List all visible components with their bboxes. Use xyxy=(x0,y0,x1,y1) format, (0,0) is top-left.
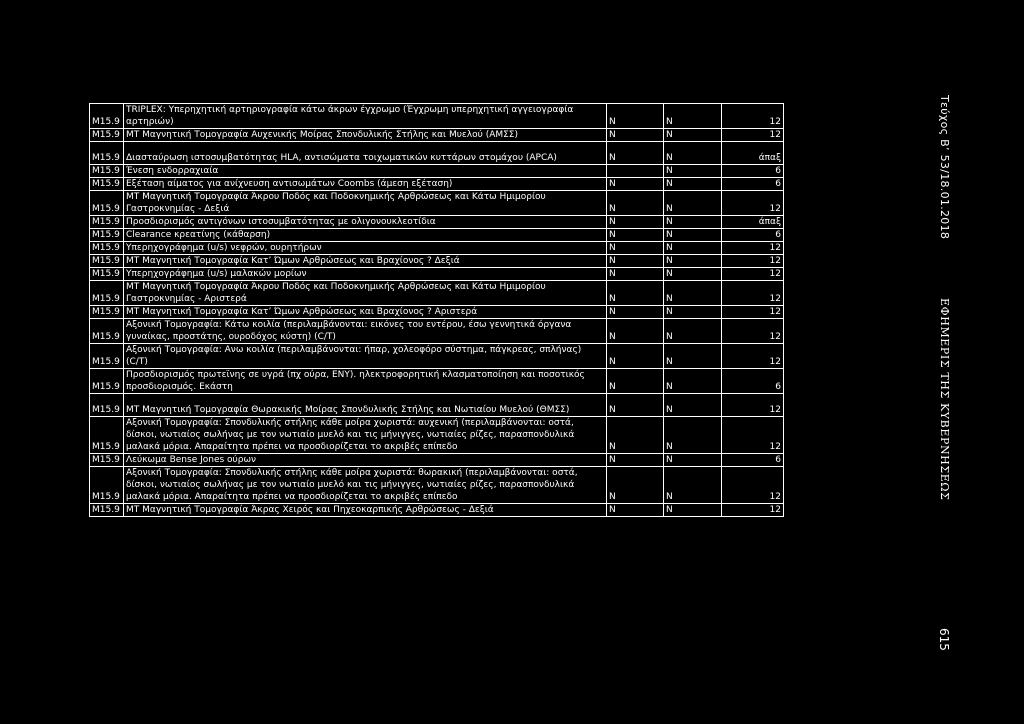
flag-a-cell: Ν xyxy=(607,394,664,417)
flag-a-cell: Ν xyxy=(607,229,664,242)
table-row xyxy=(90,242,784,255)
flag-b-cell: Ν xyxy=(664,394,722,417)
limit-cell: 12 xyxy=(722,104,784,129)
table-row xyxy=(90,306,784,319)
flag-a-cell: Ν xyxy=(607,191,664,216)
code-cell: Μ15.9 xyxy=(90,216,124,229)
description-cell: Ένεση ενδορραχιαία xyxy=(124,165,607,178)
flag-a-cell: Ν xyxy=(607,142,664,165)
table-row xyxy=(90,191,784,216)
flag-a-cell: Ν xyxy=(607,281,664,306)
flag-b-cell: Ν xyxy=(664,178,722,191)
flag-b-cell: Ν xyxy=(664,104,722,129)
flag-a-cell: Ν xyxy=(607,319,664,344)
code-cell: Μ15.9 xyxy=(90,369,124,394)
issue-header: Τεύχος Β’ 53/18.01.2018 xyxy=(938,95,951,240)
flag-a-cell: Ν xyxy=(607,344,664,369)
table-row xyxy=(90,129,784,142)
flag-b-cell: Ν xyxy=(664,268,722,281)
description-cell: Λεύκωμα Bense Jones ούρων xyxy=(124,454,607,467)
description-cell: ΜΤ Μαγνητική Τομογραφία Άκρας Χειρός και Πηχεοκαρπικής Αρθρώσεως - Δεξιά xyxy=(124,504,607,517)
description-cell: ΜΤ Μαγνητική Τομογραφία Άκρου Ποδός και Ποδοκνημικής Αρθρώσεως και Κάτω Ημιμορίου Γαστροκνημίας - Αριστερά xyxy=(124,281,607,306)
table-row xyxy=(90,229,784,242)
code-cell: Μ15.9 xyxy=(90,142,124,165)
description-cell: Υπερηχογράφημα (u/s) νεφρών, ουρητήρων xyxy=(124,242,607,255)
flag-b-cell: Ν xyxy=(664,454,722,467)
code-cell: Μ15.9 xyxy=(90,417,124,454)
description-cell: Clearance κρεατίνης (κάθαρση) xyxy=(124,229,607,242)
code-cell: Μ15.9 xyxy=(90,229,124,242)
limit-cell: 12 xyxy=(722,467,784,504)
gazette-title: ΕΦΗΜΕΡΙΣ ΤΗΣ ΚΥΒΕΡΝΗΣΕΩΣ xyxy=(938,298,951,501)
table-row xyxy=(90,319,784,344)
limit-cell: 12 xyxy=(722,306,784,319)
description-cell: ΜΤ Μαγνητική Τομογραφία Άκρου Ποδός και Ποδοκνημικής Αρθρώσεως και Κάτω Ημιμορίου Γαστροκνημίας - Δεξιά xyxy=(124,191,607,216)
limit-cell: 6 xyxy=(722,229,784,242)
description-cell: Διασταύρωση ιστοσυμβατότητας HLA, αντισώματα τοιχωματικών κυττάρων στομάχου (APCA) xyxy=(124,142,607,165)
description-cell: ΜΤ Μαγνητική Τομογραφία Κατ’ Ώμων Αρθρώσεως και Βραχίονος ? Δεξιά xyxy=(124,255,607,268)
flag-a-cell: Ν xyxy=(607,268,664,281)
table-row xyxy=(90,255,784,268)
limit-cell: 6 xyxy=(722,454,784,467)
limit-cell: 12 xyxy=(722,417,784,454)
flag-b-cell: Ν xyxy=(664,242,722,255)
limit-cell: 12 xyxy=(722,255,784,268)
limit-cell: 12 xyxy=(722,191,784,216)
description-cell: Αξονική Τομογραφία: Σπονδυλικής στήλης κάθε μοίρα χωριστά: αυχενική (περιλαμβάνονται: οστά, δίσκοι, νωτιαίος σωλήνας με τον νωτιαίο μυελό και τις μήνιγγες, νωτιαίες ρίζες, παρασπονδυλικά μαλακά μόρια. Απαραίτητα πρέπει να προσδιορίζεται το ακριβές επίπεδο xyxy=(124,417,607,454)
flag-a-cell: Ν xyxy=(607,454,664,467)
code-cell: Μ15.9 xyxy=(90,104,124,129)
flag-b-cell: Ν xyxy=(664,344,722,369)
code-cell: Μ15.9 xyxy=(90,165,124,178)
description-cell: ΜΤ Μαγνητική Τομογραφία Αυχενικής Μοίρας Σπονδυλικής Στήλης και Μυελού (ΑΜΣΣ) xyxy=(124,129,607,142)
flag-a-cell: Ν xyxy=(607,467,664,504)
code-cell: Μ15.9 xyxy=(90,467,124,504)
table-row xyxy=(90,369,784,394)
flag-a-cell: Ν xyxy=(607,417,664,454)
flag-b-cell: Ν xyxy=(664,129,722,142)
flag-b-cell: Ν xyxy=(664,255,722,268)
limit-cell: άπαξ xyxy=(722,216,784,229)
flag-a-cell: Ν xyxy=(607,216,664,229)
flag-b-cell: Ν xyxy=(664,142,722,165)
table-row xyxy=(90,178,784,191)
table-row xyxy=(90,165,784,178)
description-cell: ΜΤ Μαγνητική Τομογραφία Κατ’ Ώμων Αρθρώσεως και Βραχίονος ? Αριστερά xyxy=(124,306,607,319)
code-cell: Μ15.9 xyxy=(90,268,124,281)
code-cell: Μ15.9 xyxy=(90,344,124,369)
flag-a-cell: Ν xyxy=(607,255,664,268)
flag-a-cell: Ν xyxy=(607,242,664,255)
flag-b-cell: Ν xyxy=(664,319,722,344)
flag-b-cell: Ν xyxy=(664,369,722,394)
limit-cell: 12 xyxy=(722,394,784,417)
flag-a-cell: Ν xyxy=(607,504,664,517)
flag-a-cell: Ν xyxy=(607,178,664,191)
flag-b-cell: Ν xyxy=(664,417,722,454)
limit-cell: άπαξ xyxy=(722,142,784,165)
description-cell: Αξονική Τομογραφία: Κάτω κοιλία (περιλαμβάνονται: εικόνες του εντέρου, έσω γεννητικά όργανα γυναίκας, προστάτης, ουροδόχος κύστη) (C/T) xyxy=(124,319,607,344)
code-cell: Μ15.9 xyxy=(90,306,124,319)
flag-b-cell: Ν xyxy=(664,467,722,504)
limit-cell: 6 xyxy=(722,178,784,191)
flag-b-cell: Ν xyxy=(664,165,722,178)
code-cell: Μ15.9 xyxy=(90,255,124,268)
flag-a-cell: Ν xyxy=(607,306,664,319)
table-row xyxy=(90,344,784,369)
flag-b-cell: Ν xyxy=(664,191,722,216)
page-number: 615 xyxy=(937,628,951,651)
table-row xyxy=(90,467,784,504)
description-cell: Προσδιορισμός πρωτεϊνης σε υγρά (πχ ούρα, ΕΝΥ). ηλεκτροφορητική κλασματοποίηση και ποσοτικός προσδιορισμός. Εκάστη xyxy=(124,369,607,394)
flag-b-cell: Ν xyxy=(664,306,722,319)
code-cell: Μ15.9 xyxy=(90,281,124,306)
limit-cell: 12 xyxy=(722,504,784,517)
flag-a-cell: Ν xyxy=(607,129,664,142)
limit-cell: 12 xyxy=(722,344,784,369)
table-row xyxy=(90,454,784,467)
description-cell: Εξέταση αίματος για ανίχνευση αντισωμάτων Coombs (άμεση εξέταση) xyxy=(124,178,607,191)
code-cell: Μ15.9 xyxy=(90,454,124,467)
table-row xyxy=(90,281,784,306)
limit-cell: 12 xyxy=(722,319,784,344)
description-cell: Υπερηχογράφημα (u/s) μαλακών μορίων xyxy=(124,268,607,281)
limit-cell: 12 xyxy=(722,281,784,306)
code-cell: Μ15.9 xyxy=(90,394,124,417)
limit-cell: 6 xyxy=(722,165,784,178)
flag-a-cell xyxy=(607,165,664,178)
flag-b-cell: Ν xyxy=(664,281,722,306)
limit-cell: 6 xyxy=(722,369,784,394)
code-cell: Μ15.9 xyxy=(90,504,124,517)
description-cell: Αξονική Τομογραφία: Ανω κοιλία (περιλαμβάνονται: ήπαρ, χολεοφόρο σύστημα, πάγκρεας, σπλήνας) (C/T) xyxy=(124,344,607,369)
description-cell: Προσδιορισμός αντιγόνων ιστοσυμβατότητας με ολιγονουκλεοτίδια xyxy=(124,216,607,229)
description-cell: Αξονική Τομογραφία: Σπονδυλικής στήλης κάθε μοίρα χωριστά: θωρακική (περιλαμβάνονται: οστά, δίσκοι, νωτιαίος σωλήνας με τον νωτιαίο μυελό και τις μήνιγγες, νωτιαίες ρίζες, παρασπονδυλικά μαλακά μόρια. Απαραίτητα πρέπει να προσδιορίζεται το ακριβές επίπεδο xyxy=(124,467,607,504)
table-row xyxy=(90,504,784,517)
code-cell: Μ15.9 xyxy=(90,129,124,142)
description-cell: ΜΤ Μαγνητική Τομογραφία Θωρακικής Μοίρας Σπονδυλικής Στήλης και Νωτιαίου Μυελού (ΘΜΣΣ) xyxy=(124,394,607,417)
description-cell: TRIPLEX: Υπερηχητική αρτηριογραφία κάτω άκρων έγχρωμο (Έγχρωμη υπερηχητική αγγειογραφία αρτηριών) xyxy=(124,104,607,129)
procedures-table xyxy=(89,103,784,517)
procedures-table-body xyxy=(90,104,784,517)
table-row xyxy=(90,104,784,129)
table-row xyxy=(90,394,784,417)
table-row xyxy=(90,417,784,454)
table-row xyxy=(90,142,784,165)
limit-cell: 12 xyxy=(722,268,784,281)
code-cell: Μ15.9 xyxy=(90,191,124,216)
flag-b-cell: Ν xyxy=(664,504,722,517)
flag-b-cell: Ν xyxy=(664,216,722,229)
code-cell: Μ15.9 xyxy=(90,178,124,191)
code-cell: Μ15.9 xyxy=(90,319,124,344)
code-cell: Μ15.9 xyxy=(90,242,124,255)
table-row xyxy=(90,216,784,229)
limit-cell: 12 xyxy=(722,129,784,142)
flag-a-cell: Ν xyxy=(607,369,664,394)
limit-cell: 12 xyxy=(722,242,784,255)
table-row xyxy=(90,268,784,281)
flag-b-cell: Ν xyxy=(664,229,722,242)
flag-a-cell: Ν xyxy=(607,104,664,129)
